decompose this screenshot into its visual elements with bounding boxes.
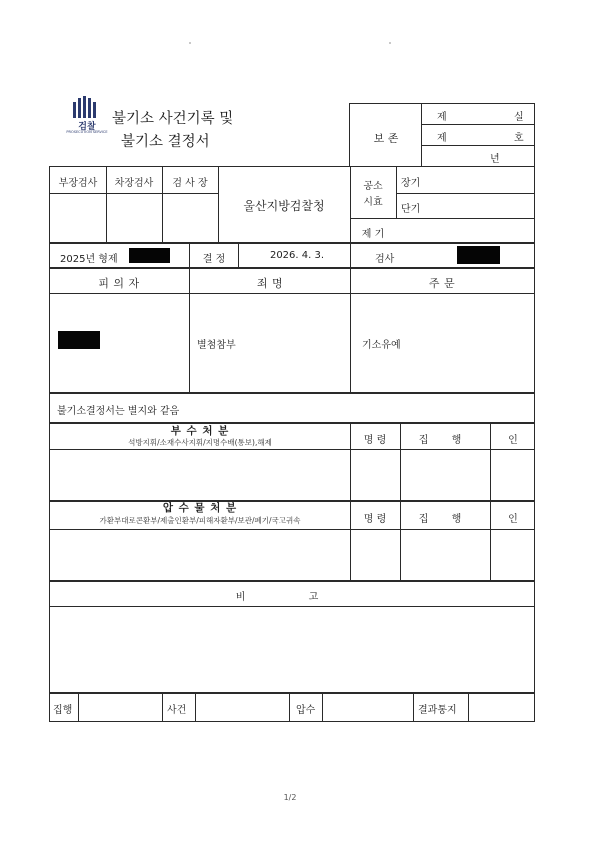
disposition-value: 기소유예 <box>362 340 401 351</box>
footer-seizure: 압수 <box>296 705 316 716</box>
incidental-seal: 인 <box>508 435 518 446</box>
footer-row <box>49 693 535 722</box>
seizure-execution: 집 행 <box>418 514 472 525</box>
document-title-line2: 불기소 결정서 <box>121 134 210 150</box>
limitation-short: 단기 <box>401 204 421 215</box>
approval-head: 검 사 장 <box>172 178 208 189</box>
approval-deputy: 차장검사 <box>114 178 154 189</box>
header-suspect: 피 의 자 <box>98 277 140 290</box>
footer-case: 사건 <box>167 705 187 716</box>
decision-label: 결 정 <box>202 254 226 265</box>
incidental-subtitle: 석방지휘/소재수사지휘/지명수배(통보),해제 <box>128 438 272 447</box>
seizure-seal: 인 <box>508 514 518 525</box>
case-year: 2025년 형제 <box>60 254 118 265</box>
charge-value: 별첨참부 <box>197 340 236 351</box>
preservation-number-unit: 호 <box>514 133 524 144</box>
prosecution-emblem-icon <box>73 96 101 118</box>
document-title-line1: 불기소 사건기록 및 <box>112 111 234 127</box>
footer-notice: 결과통지 <box>418 705 457 716</box>
limitation-filing: 제 기 <box>361 229 385 240</box>
footer-exec: 집행 <box>53 705 73 716</box>
preservation-number: 제 <box>437 133 447 144</box>
remarks-label: 비 고 <box>235 592 349 603</box>
scan-speck <box>389 42 391 44</box>
limitation-label-2: 시효 <box>363 197 383 208</box>
scan-speck <box>189 42 191 44</box>
preservation-label: 보 존 <box>373 132 399 145</box>
redaction-case-number <box>129 248 170 263</box>
page-number: 1/2 <box>283 793 297 802</box>
preservation-room: 제 <box>437 112 447 123</box>
seizure-title: 압 수 물 처 분 <box>162 502 238 514</box>
seizure-subtitle: 가환부대로콘환부/제출인환부/피해자환부/보관/폐기/국고귀속 <box>99 516 301 525</box>
incidental-execution: 집 행 <box>418 435 472 446</box>
header-disposition: 주 문 <box>428 277 456 290</box>
prosecutor-label: 검사 <box>375 254 395 265</box>
logo-subtitle: PROSECUTION SERVICE <box>66 130 108 134</box>
header-charge: 죄 명 <box>256 277 284 290</box>
approval-chief: 부장검사 <box>58 178 98 189</box>
preservation-year-unit: 년 <box>490 154 500 165</box>
incidental-order: 명 령 <box>363 435 387 446</box>
limitation-long: 장기 <box>401 178 421 189</box>
office-name: 울산지방검찰청 <box>243 199 325 213</box>
seizure-order: 명 령 <box>363 514 387 525</box>
logo-name: 검찰 <box>78 122 96 132</box>
redaction-prosecutor <box>457 246 500 264</box>
limitation-label-1: 공소 <box>363 181 383 192</box>
incidental-title: 부 수 처 분 <box>170 425 230 437</box>
decision-date: 2026. 4. 3. <box>269 250 325 261</box>
note-text: 불기소결정서는 별지와 같음 <box>57 406 180 417</box>
preservation-room-unit: 실 <box>514 112 524 123</box>
redaction-suspect-name <box>58 331 100 349</box>
